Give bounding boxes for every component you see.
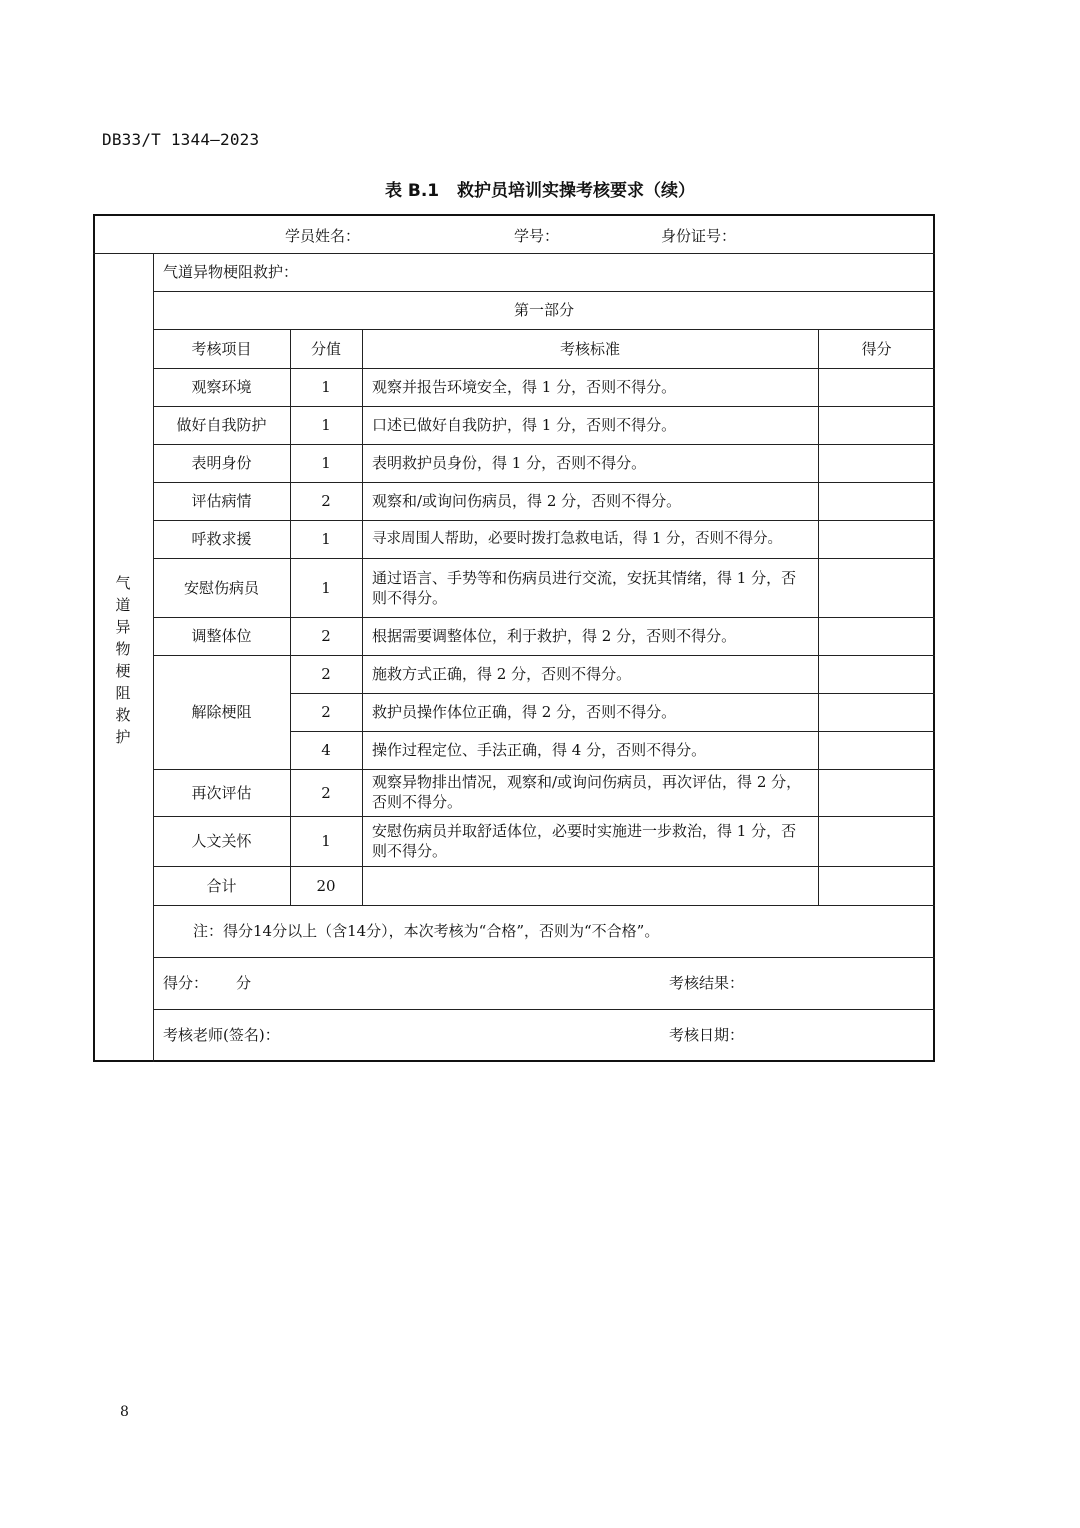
row-standard: 操作过程定位、手法正确，得 4 分，否则不得分。 bbox=[372, 741, 707, 759]
row-standard: 根据需要调整体位，利于救护，得 2 分，否则不得分。 bbox=[372, 627, 737, 645]
row-item: 做好自我防护 bbox=[176, 416, 267, 434]
table-number: 表 B.1 bbox=[384, 181, 440, 201]
row-score: 1 bbox=[321, 416, 331, 434]
header-score: 分值 bbox=[310, 339, 341, 358]
section-vertical-label: 气 道 异 物 梗 阻 救 护 bbox=[115, 574, 131, 746]
row-standard: 安慰伤病员并取舒适体位，必要时实施进一步救治，得 1 分，否则不得分。 bbox=[372, 822, 797, 860]
row-standard: 口述已做好自我防护，得 1 分，否则不得分。 bbox=[372, 416, 677, 434]
row-standard: 施救方式正确，得 2 分，否则不得分。 bbox=[372, 665, 632, 683]
row-item: 表明身份 bbox=[191, 454, 252, 472]
row-score: 4 bbox=[321, 741, 331, 759]
teacher-signature-label: 考核老师(签名)： bbox=[163, 1026, 280, 1044]
student-name-label: 学员姓名： bbox=[285, 227, 361, 245]
row-score: 1 bbox=[321, 530, 331, 548]
row-item: 安慰伤病员 bbox=[183, 578, 259, 597]
total-label: 合计 bbox=[206, 876, 237, 895]
part-title: 第一部分 bbox=[513, 301, 574, 319]
table-title bbox=[0, 176, 1080, 201]
row-score: 2 bbox=[321, 665, 331, 683]
row-score: 2 bbox=[321, 783, 331, 802]
row-score: 1 bbox=[321, 832, 331, 850]
row-standard: 表明救护员身份，得 1 分，否则不得分。 bbox=[372, 454, 647, 472]
row-score: 1 bbox=[321, 578, 331, 597]
document-code: DB33/T 1344—2023 bbox=[102, 130, 260, 149]
row-standard: 观察和/或询问伤病员，得 2 分，否则不得分。 bbox=[372, 492, 682, 510]
student-id-label: 学号： bbox=[514, 227, 560, 245]
header-standard: 考核标准 bbox=[559, 339, 620, 358]
date-label: 考核日期： bbox=[669, 1026, 745, 1044]
row-item: 人文关怀 bbox=[191, 832, 252, 850]
row-score: 2 bbox=[321, 492, 331, 510]
section-title: 气道异物梗阻救护： bbox=[163, 263, 299, 281]
score-unit: 分 bbox=[236, 974, 252, 992]
total-value: 20 bbox=[316, 876, 336, 895]
header-got-score: 得分 bbox=[861, 339, 892, 358]
result-label: 考核结果： bbox=[669, 974, 745, 992]
score-label: 得分： bbox=[163, 974, 209, 992]
row-score: 1 bbox=[321, 378, 331, 396]
row-standard: 通过语言、手势等和伤病员进行交流，安抚其情绪，得 1 分，否则不得分。 bbox=[372, 569, 797, 607]
table-name: 救护员培训实操考核要求（续） bbox=[457, 181, 696, 201]
id-card-label: 身份证号： bbox=[661, 227, 737, 245]
note-text: 注：得分14分以上（含14分），本次考核为“合格”，否则为“不合格”。 bbox=[193, 922, 660, 940]
row-item: 评估病情 bbox=[191, 492, 252, 510]
row-score: 2 bbox=[321, 627, 331, 645]
header-item: 考核项目 bbox=[191, 339, 252, 358]
row-item: 调整体位 bbox=[191, 627, 252, 645]
row-item: 再次评估 bbox=[191, 783, 252, 802]
row-item: 解除梗阻 bbox=[191, 703, 252, 721]
page-number: 8 bbox=[120, 1404, 129, 1420]
row-standard: 观察异物排出情况，观察和/或询问伤病员，再次评估，得 2 分，否则不得分。 bbox=[372, 773, 802, 811]
row-score: 2 bbox=[321, 703, 331, 721]
row-standard: 寻求周围人帮助，必要时拨打急救电话，得 1 分，否则不得分。 bbox=[372, 531, 782, 547]
row-standard: 救护员操作体位正确，得 2 分，否则不得分。 bbox=[372, 703, 677, 721]
row-standard: 观察并报告环境安全，得 1 分，否则不得分。 bbox=[372, 378, 677, 396]
row-item: 观察环境 bbox=[191, 378, 252, 396]
row-score: 1 bbox=[321, 454, 331, 472]
row-item: 呼救求援 bbox=[191, 530, 252, 548]
